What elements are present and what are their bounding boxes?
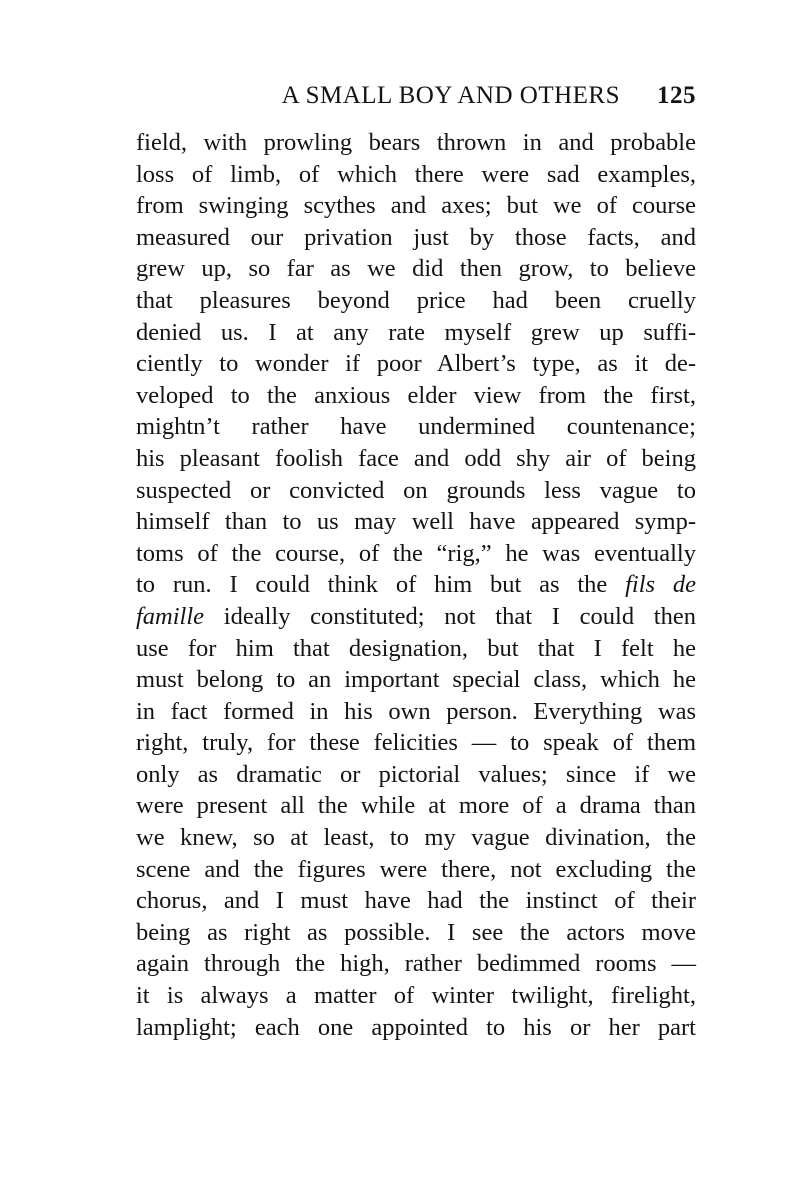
text-line: right, truly, for these felicities — to speak of them	[136, 729, 696, 757]
text-line: his pleasant foolish face and odd shy air of being	[136, 444, 696, 472]
text-line: again through the high, rather bedimmed rooms —	[136, 950, 696, 978]
italic-phrase: famille	[136, 602, 205, 630]
text-line: measured our privation just by those facts, and	[136, 223, 696, 251]
text-line: suspected or convicted on grounds less vague to	[136, 476, 696, 504]
text-line: denied us. I at any rate myself grew up suffi-	[136, 318, 696, 346]
italic-phrase: fils de	[625, 571, 696, 599]
text-line-with-italic	[136, 601, 696, 633]
text-line-with-italic	[136, 569, 696, 601]
text-line: it is always a matter of winter twilight, firelight,	[136, 982, 696, 1010]
body-text	[136, 127, 696, 1043]
text-line: were present all the while at more of a drama than	[136, 792, 696, 820]
text-segment: ideally constituted; not that I could then	[204, 602, 696, 630]
running-title: A SMALL BOY AND OTHERS	[281, 82, 620, 109]
text-line: loss of limb, of which there were sad examples,	[136, 160, 696, 188]
page-number: 125	[657, 82, 696, 109]
text-line: only as dramatic or pictorial values; since if we	[136, 760, 696, 788]
text-line: veloped to the anxious elder view from the first,	[136, 381, 696, 409]
text-line: being as right as possible. I see the actors move	[136, 918, 696, 946]
text-line: scene and the figures were there, not excluding the	[136, 855, 696, 883]
text-line: that pleasures beyond price had been cruelly	[136, 286, 696, 314]
text-line: lamplight; each one appointed to his or her part	[136, 1013, 696, 1041]
text-line: we knew, so at least, to my vague divination, the	[136, 824, 696, 852]
text-line: toms of the course, of the “rig,” he was eventually	[136, 539, 696, 567]
running-head	[136, 78, 696, 114]
text-line: ciently to wonder if poor Albert’s type, as it de-	[136, 350, 696, 378]
text-line: mightn’t rather have undermined countenance;	[136, 413, 696, 441]
text-line: himself than to us may well have appeared symp-	[136, 508, 696, 536]
text-line: must belong to an important special class, which he	[136, 666, 696, 694]
text-line: chorus, and I must have had the instinct of their	[136, 887, 696, 915]
text-line: field, with prowling bears thrown in and probable	[136, 129, 696, 156]
text-line: from swinging scythes and axes; but we of course	[136, 192, 696, 220]
text-line: use for him that designation, but that I felt he	[136, 634, 696, 662]
text-line: in fact formed in his own person. Everything was	[136, 697, 696, 725]
text-line: grew up, so far as we did then grow, to believe	[136, 255, 696, 283]
text-segment: to run. I could think of him but as the	[136, 571, 626, 599]
